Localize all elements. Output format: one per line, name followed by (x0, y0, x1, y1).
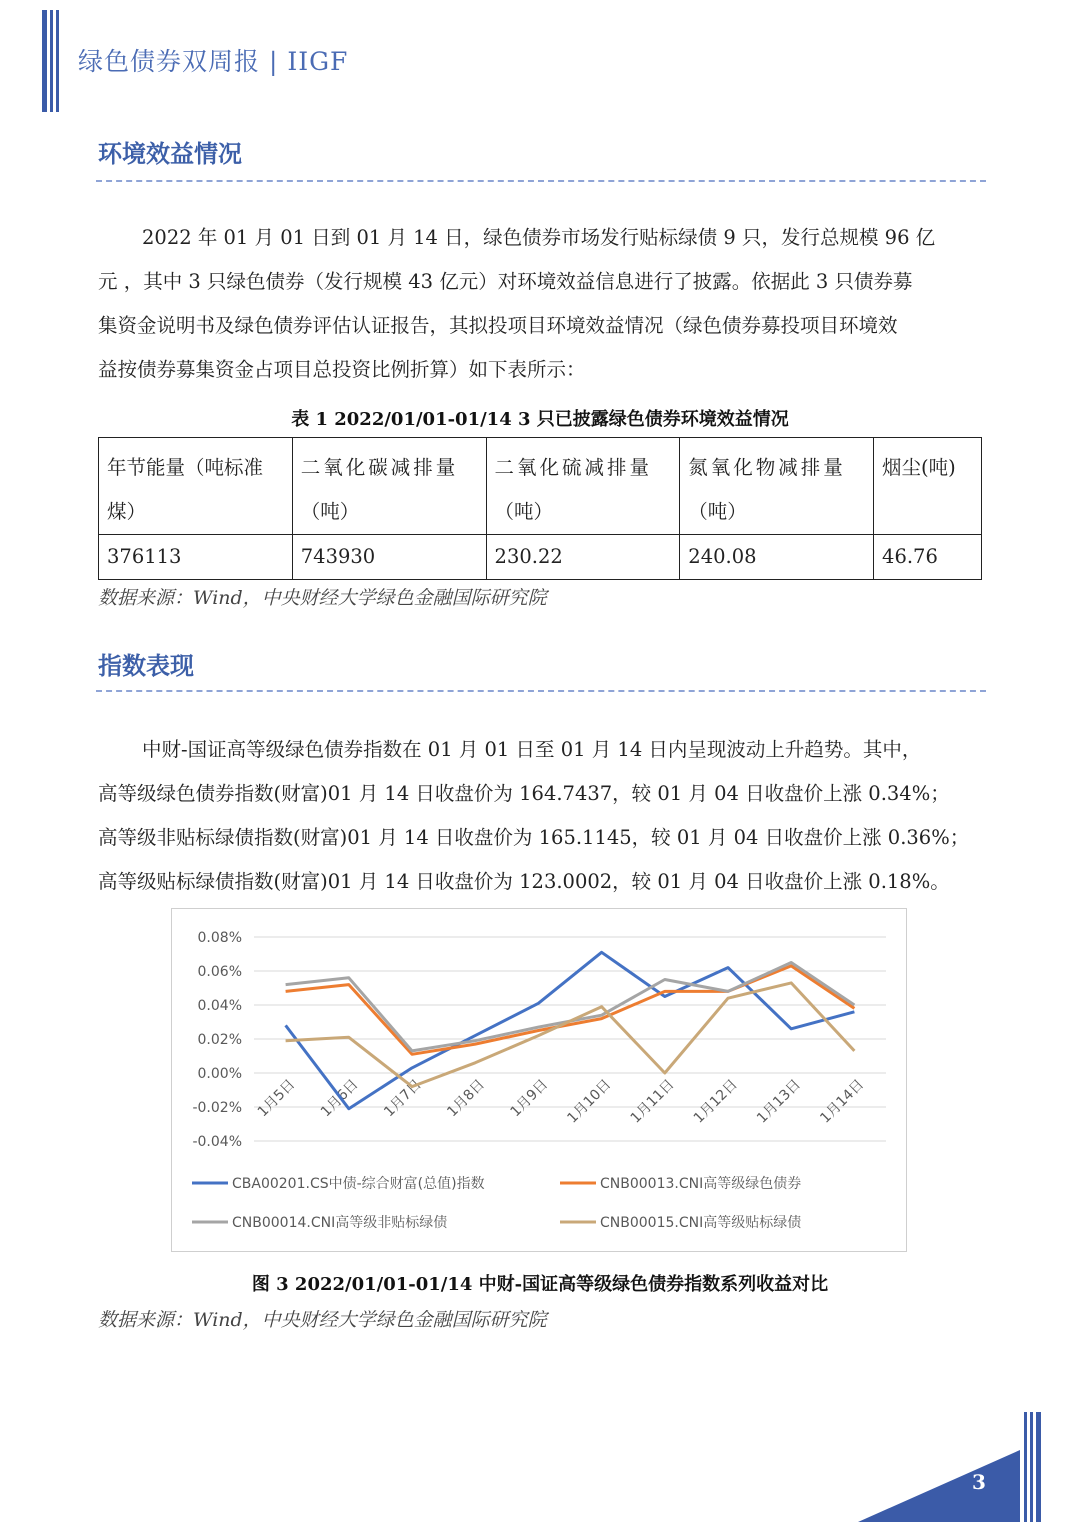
table-cell: 743930 (292, 535, 486, 580)
header-title: 绿色债券双周报 | IIGF (78, 47, 349, 76)
section-divider (96, 690, 986, 692)
x-tick-label: 1月13日 (754, 1076, 805, 1127)
y-tick-label: 0.00% (197, 1066, 242, 1082)
paragraph-line: 中财-国证高等级绿色债券指数在 01 月 01 日至 01 月 14 日内呈现波动上升趋势。其中， (142, 738, 922, 761)
paragraph-line: 益按债券募集资金占项目总投资比例折算）如下表所示： (98, 358, 586, 381)
environment-paragraph (98, 216, 982, 392)
table-caption: 表 1 2022/01/01-01/14 3 只已披露绿色债券环境效益情况 (291, 409, 789, 430)
paragraph-line: 元 ，其中 3 只绿色债券（发行规模 43 亿元）对环境效益信息进行了披露。依据此 3 只债券募 (98, 270, 913, 293)
table-row (99, 535, 982, 580)
table-cell: 376113 (99, 535, 293, 580)
line-chart-svg (172, 909, 908, 1253)
legend-label: CNB00013.CNI高等级绿色债券 (600, 1176, 802, 1192)
series-line (286, 983, 855, 1087)
section-divider (96, 180, 986, 182)
legend-label: CBA00201.CS中债-综合财富(总值)指数 (232, 1176, 485, 1192)
x-tick-label: 1月7日 (381, 1076, 425, 1121)
index-paragraph (98, 728, 982, 904)
x-tick-label: 1月12日 (690, 1076, 741, 1127)
table-header-row (99, 438, 982, 535)
paragraph-line: 2022 年 01 月 01 日到 01 月 14 日，绿色债券市场发行贴标绿债 9 只，发行总规模 96 亿 (142, 226, 936, 249)
index-return-chart (171, 908, 907, 1252)
paragraph-line: 高等级绿色债券指数(财富)01 月 14 日收盘价为 164.7437，较 01 月 04 日收盘价上涨 0.34%； (98, 782, 950, 805)
y-tick-label: -0.02% (192, 1100, 242, 1116)
x-tick-label: 1月8日 (444, 1076, 489, 1121)
x-tick-label: 1月9日 (507, 1076, 552, 1121)
paragraph-line: 集资金说明书及绿色债券评估认证报告，其拟投项目环境效益情况（绿色债券募投项目环境效 (98, 314, 898, 337)
x-tick-label: 1月6日 (317, 1076, 362, 1121)
table-cell: 230.22 (486, 535, 680, 580)
y-tick-label: 0.02% (197, 1032, 242, 1048)
table-header-cell: 二氧化硫减排量 （吨） (486, 438, 680, 535)
table-header-cell: 年节能量（吨标准 煤） (99, 438, 293, 535)
table-header-cell: 烟尘(吨) (874, 438, 982, 535)
footer-triangle-decoration (858, 1450, 1020, 1522)
table-header-cell: 氮氧化物减排量 （吨） (680, 438, 874, 535)
legend-label: CNB00015.CNI高等级贴标绿债 (600, 1215, 802, 1231)
y-tick-label: 0.08% (197, 930, 242, 946)
x-tick-label: 1月14日 (817, 1076, 868, 1127)
legend-label: CNB00014.CNI高等级非贴标绿债 (232, 1215, 448, 1231)
figure-caption: 图 3 2022/01/01-01/14 中财-国证高等级绿色债券指数系列收益对比 (251, 1274, 829, 1295)
data-source-note: 数据来源：Wind，中央财经大学绿色金融国际研究院 (98, 587, 547, 609)
x-tick-label: 1月10日 (564, 1076, 615, 1127)
y-tick-label: 0.06% (197, 964, 242, 980)
footer-decoration-bars (1024, 1412, 1044, 1522)
data-source-note: 数据来源：Wind，中央财经大学绿色金融国际研究院 (98, 1309, 547, 1331)
x-tick-label: 1月5日 (254, 1076, 299, 1121)
table-cell: 46.76 (874, 535, 982, 580)
y-tick-label: -0.04% (192, 1134, 242, 1150)
y-tick-label: 0.04% (197, 998, 242, 1014)
table-header-cell: 二氧化碳减排量 （吨） (292, 438, 486, 535)
section-title-index: 指数表现 (98, 652, 194, 680)
environment-benefit-table (98, 437, 982, 580)
header-decoration-bars (42, 10, 64, 112)
paragraph-line: 高等级非贴标绿债指数(财富)01 月 14 日收盘价为 165.1145，较 01 月 04 日收盘价上涨 0.36%； (98, 826, 970, 849)
x-tick-label: 1月11日 (627, 1076, 678, 1127)
page-number: 3 (972, 1470, 986, 1494)
table-cell: 240.08 (680, 535, 874, 580)
paragraph-line: 高等级贴标绿债指数(财富)01 月 14 日收盘价为 123.0002，较 01 月 04 日收盘价上涨 0.18%。 (98, 870, 950, 893)
section-title-environment: 环境效益情况 (98, 140, 242, 168)
